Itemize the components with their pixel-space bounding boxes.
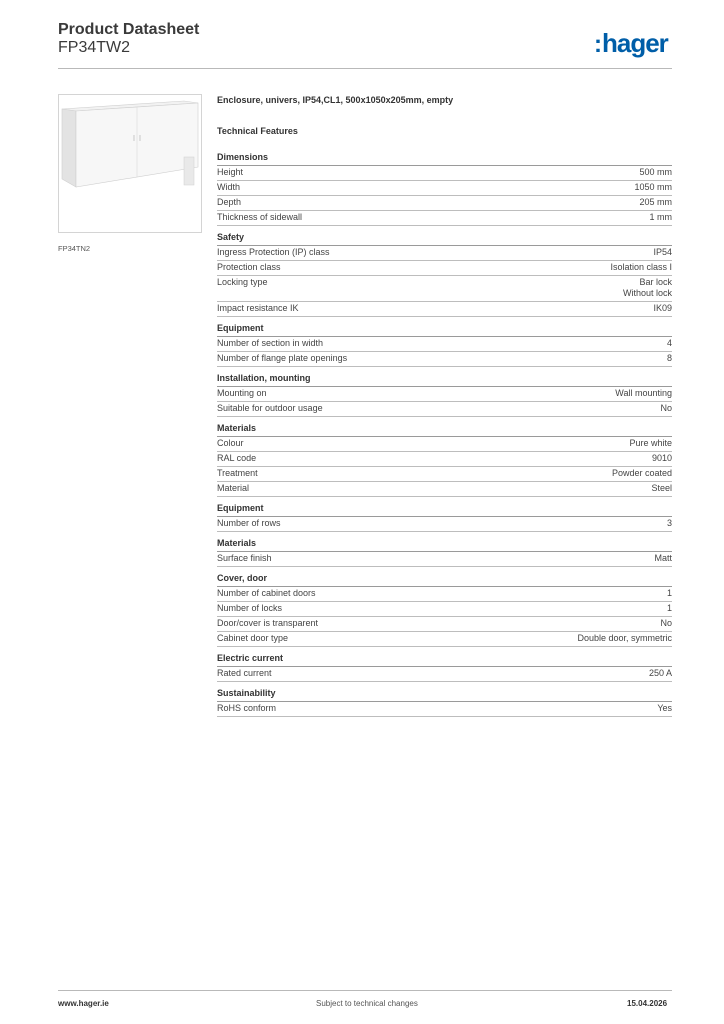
section-title: Equipment	[217, 323, 672, 337]
section-title: Safety	[217, 232, 672, 246]
spec-label: Number of rows	[217, 518, 281, 528]
technical-features-heading: Technical Features	[217, 126, 298, 136]
spec-label: Door/cover is transparent	[217, 618, 319, 628]
spec-value: Matt	[654, 553, 672, 563]
spec-label: Height	[217, 167, 244, 177]
spec-label: Thickness of sidewall	[217, 212, 303, 222]
product-code: FP34TW2	[58, 39, 131, 56]
spec-row	[217, 276, 672, 302]
spec-value: 500 mm	[639, 167, 672, 177]
spec-section	[217, 503, 672, 532]
spec-value: Wall mounting	[615, 388, 672, 398]
spec-section	[217, 423, 672, 497]
spec-section	[217, 573, 672, 647]
spec-label: Treatment	[217, 468, 258, 478]
spec-row	[217, 702, 672, 717]
spec-section	[217, 373, 672, 417]
section-title: Materials	[217, 538, 672, 552]
spec-row	[217, 302, 672, 317]
spec-value: 9010	[651, 453, 672, 463]
spec-row	[217, 632, 672, 647]
spec-section	[217, 232, 672, 317]
spec-value: Yes	[657, 703, 672, 713]
spec-label: Number of cabinet doors	[217, 588, 316, 598]
spec-row	[217, 211, 672, 226]
spec-value: 8	[666, 353, 672, 363]
spec-value: 205 mm	[639, 197, 672, 207]
spec-value: 1	[666, 588, 672, 598]
spec-label: Impact resistance IK	[217, 303, 299, 313]
section-title: Materials	[217, 423, 672, 437]
spec-row	[217, 387, 672, 402]
spec-row	[217, 667, 672, 682]
spec-value: Powder coated	[611, 468, 672, 478]
page-title: Product Datasheet	[58, 21, 200, 38]
spec-value: Pure white	[629, 438, 672, 448]
spec-row	[217, 337, 672, 352]
spec-section	[217, 538, 672, 567]
logo-text: hager	[602, 28, 668, 58]
section-title: Sustainability	[217, 688, 672, 702]
hager-logo: :hager	[594, 28, 668, 58]
spec-label: Locking type	[217, 277, 268, 287]
spec-row	[217, 467, 672, 482]
spec-row	[217, 437, 672, 452]
spec-value: 250 A	[648, 668, 672, 678]
footer-divider	[58, 990, 672, 991]
spec-section	[217, 653, 672, 682]
spec-value: IP54	[653, 247, 672, 257]
section-title: Equipment	[217, 503, 672, 517]
section-title: Cover, door	[217, 573, 672, 587]
spec-row	[217, 452, 672, 467]
section-title: Installation, mounting	[217, 373, 672, 387]
spec-row	[217, 181, 672, 196]
footer-date: 15.04.2026	[627, 999, 668, 1008]
spec-value: 3	[666, 518, 672, 528]
spec-row	[217, 552, 672, 567]
spec-label: Surface finish	[217, 553, 272, 563]
spec-value: Double door, symmetric	[577, 633, 672, 643]
product-image	[58, 94, 202, 233]
spec-row	[217, 482, 672, 497]
spec-row	[217, 602, 672, 617]
spec-sections	[217, 152, 672, 717]
spec-section	[217, 688, 672, 717]
spec-label: Suitable for outdoor usage	[217, 403, 323, 413]
spec-value: 4	[666, 338, 672, 348]
spec-row	[217, 196, 672, 211]
spec-row	[217, 166, 672, 181]
spec-value: Isolation class I	[610, 262, 672, 272]
spec-value: No	[660, 618, 672, 628]
spec-label: Number of section in width	[217, 338, 324, 348]
spec-label: Number of flange plate openings	[217, 353, 348, 363]
spec-section	[217, 323, 672, 367]
spec-row	[217, 617, 672, 632]
spec-value: 1050 mm	[634, 182, 672, 192]
spec-value: 1 mm	[649, 212, 672, 222]
product-description: Enclosure, univers, IP54,CL1, 500x1050x205mm, empty	[217, 95, 454, 105]
spec-value: Steel	[651, 483, 672, 493]
spec-row	[217, 517, 672, 532]
spec-label: Depth	[217, 197, 242, 207]
spec-row	[217, 587, 672, 602]
spec-row	[217, 402, 672, 417]
enclosure-illustration	[59, 95, 201, 232]
spec-label: Number of locks	[217, 603, 283, 613]
spec-label: Cabinet door type	[217, 633, 289, 643]
spec-label: Mounting on	[217, 388, 267, 398]
spec-row	[217, 352, 672, 367]
section-title: Dimensions	[217, 152, 672, 166]
spec-label: Protection class	[217, 262, 281, 272]
spec-label: Ingress Protection (IP) class	[217, 247, 330, 257]
spec-label: Rated current	[217, 668, 272, 678]
spec-value: 1	[666, 603, 672, 613]
footer-website: www.hager.ie	[58, 999, 109, 1008]
spec-label: RAL code	[217, 453, 257, 463]
spec-value: IK09	[653, 303, 672, 313]
spec-row	[217, 246, 672, 261]
spec-label: Width	[217, 182, 241, 192]
section-title: Electric current	[217, 653, 672, 667]
header-divider	[58, 68, 672, 69]
spec-value: No	[660, 403, 672, 413]
spec-label: RoHS conform	[217, 703, 277, 713]
spec-content	[217, 95, 672, 723]
spec-section	[217, 152, 672, 226]
spec-row	[217, 261, 672, 276]
spec-value: Bar lock Without lock	[622, 277, 672, 298]
image-caption: FP34TN2	[58, 244, 91, 253]
spec-label: Colour	[217, 438, 244, 448]
footer-notice: Subject to technical changes	[316, 999, 418, 1008]
spec-label: Material	[217, 483, 250, 493]
